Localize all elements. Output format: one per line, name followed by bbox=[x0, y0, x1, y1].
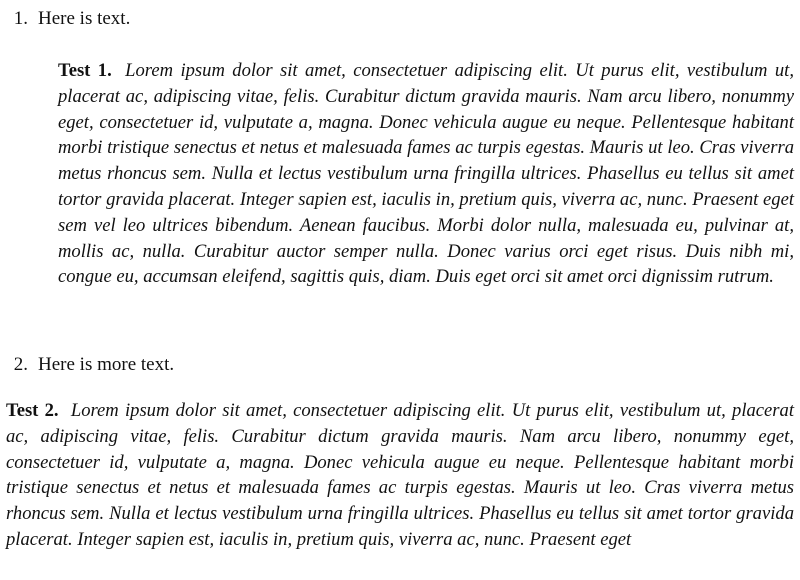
theorem-test-1 bbox=[58, 58, 794, 290]
list-item-text: Here is text. bbox=[38, 8, 131, 29]
list-item-text: Here is more text. bbox=[38, 354, 175, 375]
list-item-number: 1. bbox=[13, 8, 28, 29]
theorem-label: Test 2. bbox=[6, 400, 59, 421]
theorem-test-2 bbox=[6, 398, 794, 553]
theorem-body: Lorem ipsum dolor sit amet, consectetuer adipiscing elit. Ut purus elit, vestibulum ut, placerat ac, adipiscing vitae, felis. Curabitur dictum gravida mauris. Nam arcu libero, nonummy eget, consectetuer id, vulputate a, magna. Donec vehicula augue eu neque. Pellentesque habitant morbi tristique senectus et netus et malesuada fames ac turpis egestas. Mauris ut leo. Cras viverra metus rhoncus sem. Nulla et lectus vestibulum urna fringilla ultrices. Phasellus eu tellus sit amet tortor gravida placerat. Integer sapien est, iaculis in, pretium quis, viverra ac, nunc. Praesent eget sem vel leo ultrices bibendum. Aenean faucibus. Morbi dolor nulla, malesuada eu, pulvinar at, mollis ac, nulla. Curabitur auctor semper nulla. Donec varius orci eget risus. Duis nibh mi, congue eu, accumsan eleifend, sagittis quis, diam. Duis eget orci sit amet orci dignissim rutrum. bbox=[58, 60, 794, 288]
theorem-body: Lorem ipsum dolor sit amet, consectetuer adipiscing elit. Ut purus elit, vestibulum ut, placerat ac, adipiscing vitae, felis. Curabitur dictum gravida mauris. Nam arcu libero, nonummy eget, consectetuer id, vulputate a, magna. Donec vehicula augue eu neque. Pellentesque habitant morbi tristique senectus et netus et malesuada fames ac turpis egestas. Mauris ut leo. Cras viverra metus rhoncus sem. Nulla et lectus vestibulum urna fringilla ultrices. Phasellus eu tellus sit amet tortor gravida placerat. Integer sapien est, iaculis in, pretium quis, viverra ac, nunc. Praesent eget bbox=[6, 400, 794, 550]
list-item-1 bbox=[0, 8, 130, 30]
list-item-2 bbox=[0, 354, 174, 376]
theorem-label: Test 1. bbox=[58, 60, 112, 81]
list-item-number: 2. bbox=[13, 354, 28, 375]
